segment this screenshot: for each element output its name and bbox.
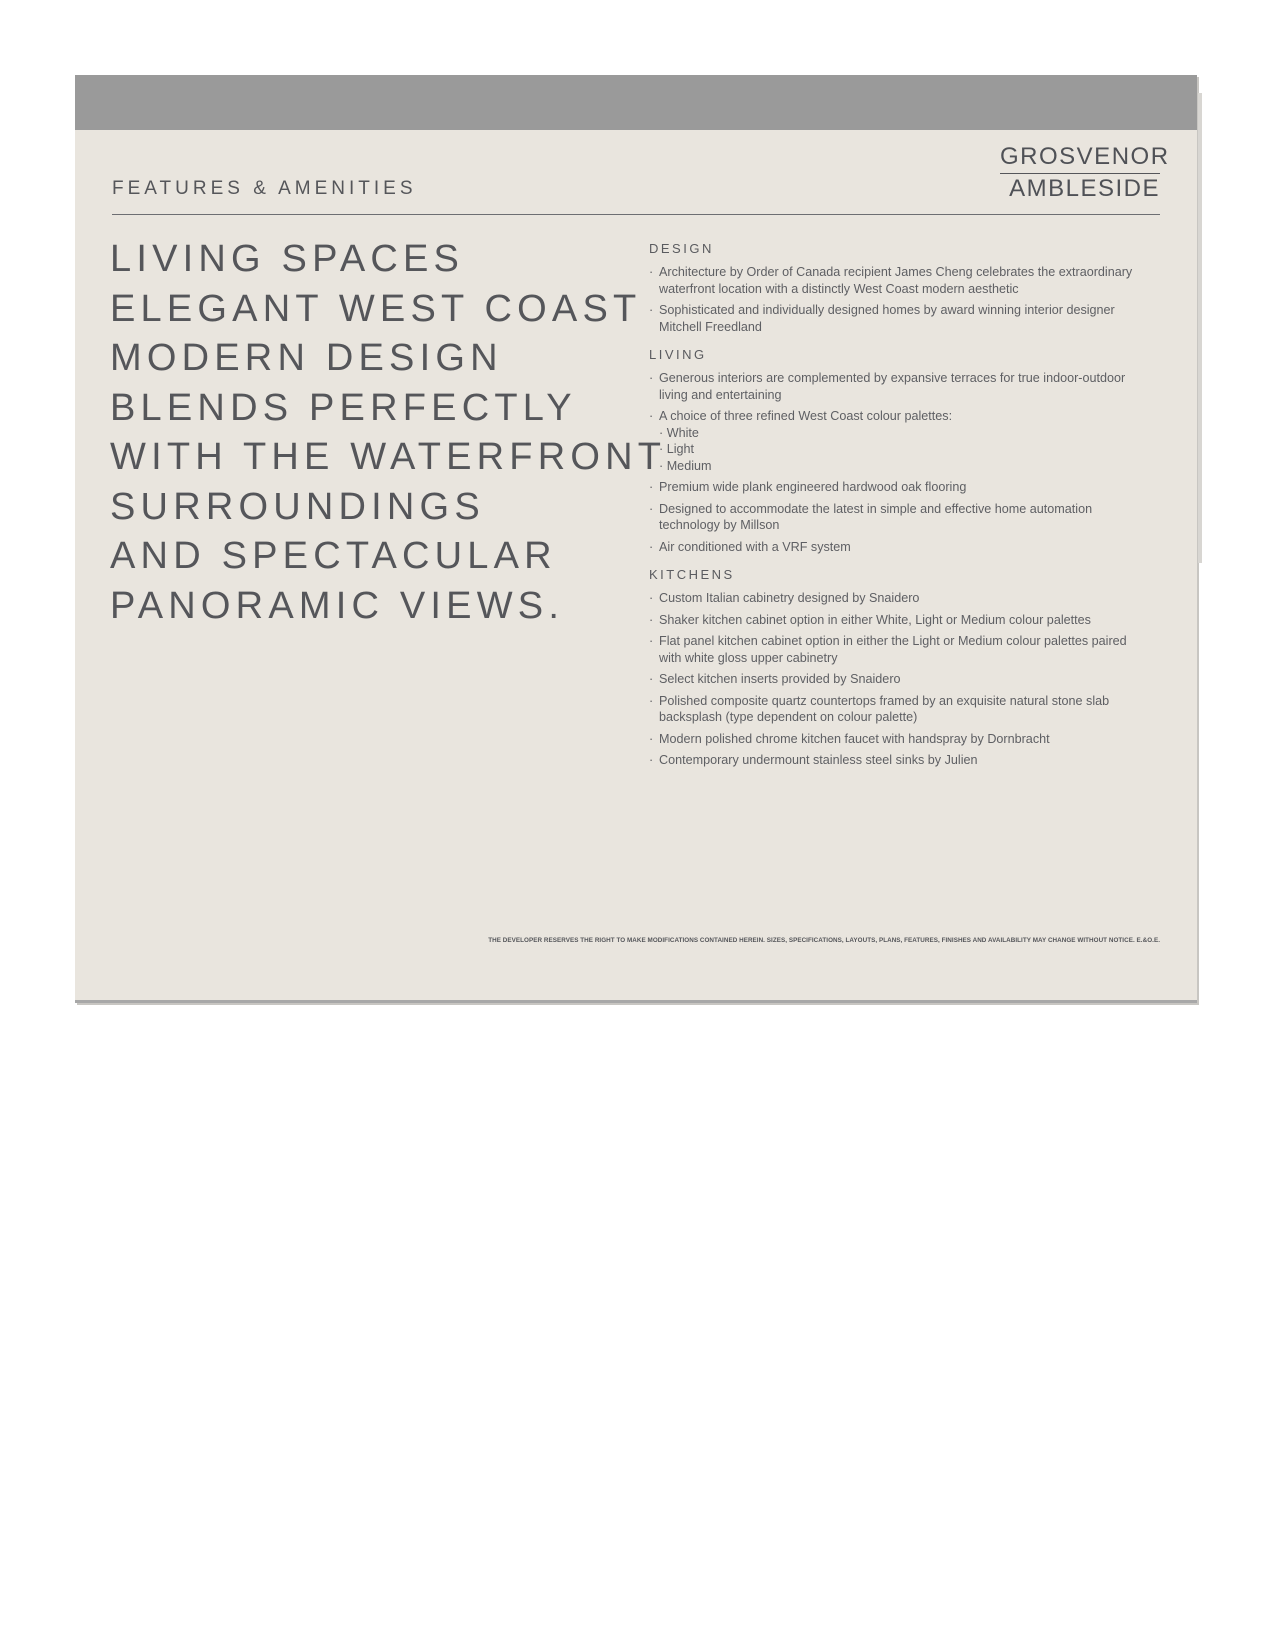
bullet-icon: · [649, 539, 654, 554]
bullet-icon: · [649, 409, 654, 423]
list-item-text: Premium wide plank engineered hardwood oak flooring [659, 480, 967, 494]
sub-item: · Medium [659, 458, 712, 473]
sub-item: · White [659, 425, 699, 440]
bullet-icon: · [649, 612, 654, 627]
list-item [649, 479, 1149, 496]
sub-item: · Light [659, 442, 695, 456]
list-item-text: Architecture by Order of Canada recipient James Cheng celebrates the extraordinary waterfront location with a distinctly West Coast modern aesthetic [659, 265, 1133, 296]
list-item [649, 408, 1149, 474]
list-item-text: Air conditioned with a VRF system [659, 539, 851, 554]
list-item [649, 633, 1149, 666]
list-item-text: Shaker kitchen cabinet option in either White, Light or Medium colour palettes [659, 612, 1091, 627]
list-item-text: Select kitchen inserts provided by Snaidero [659, 672, 901, 686]
category-title: LIVING [649, 347, 707, 362]
headline-line: MODERN DESIGN [110, 337, 503, 379]
list-item [649, 370, 1149, 403]
list-item [649, 671, 1149, 688]
scrollbar-edge [1198, 93, 1202, 563]
category-kitchens [649, 567, 1149, 769]
list-item-text: Polished composite quartz countertops framed by an exquisite natural stone slab backsplash (type dependent on colour palette) [659, 693, 1110, 724]
headline [110, 235, 667, 631]
list-item [649, 731, 1149, 748]
list-item-text: Custom Italian cabinetry designed by Snaidero [659, 591, 920, 605]
list-item [649, 752, 1149, 769]
bullet-icon: · [649, 501, 654, 516]
bullet-icon: · [649, 371, 654, 385]
bullet-icon: · [649, 672, 654, 686]
list-item-text: Flat panel kitchen cabinet option in either the Light or Medium colour palettes paired with white gloss upper cabinetry [659, 634, 1127, 665]
list-item [649, 693, 1149, 726]
document-page [75, 75, 1197, 1003]
category-title: KITCHENS [649, 567, 735, 582]
section-title: FEATURES & AMENITIES [112, 178, 417, 199]
bullet-icon: · [649, 265, 654, 279]
category-living [649, 347, 1149, 555]
bullet-icon: · [649, 303, 654, 317]
list-item-text: A choice of three refined West Coast colour palettes: [659, 409, 953, 423]
bullet-icon: · [649, 480, 654, 494]
headline-line: WITH THE WATERFRONT [110, 436, 667, 478]
logo-line-2: AMBLESIDE [1009, 175, 1160, 202]
list-item [649, 539, 1149, 556]
list-item-text: Sophisticated and individually designed homes by award winning interior designer Mitchell Freedland [659, 303, 1115, 334]
grosvenor-ambleside-logo [1000, 142, 1170, 204]
headline-line: ELEGANT WEST COAST [110, 287, 642, 330]
disclaimer: THE DEVELOPER RESERVES THE RIGHT TO MAKE MODIFICATIONS CONTAINED HEREIN. SIZES, SPECIFICATIONS, LAYOUTS, PLANS, FEATURES, FINISHES AND AVAILABILITY MAY CHANGE WITHOUT NOTICE. E.&O.E. [488, 937, 1160, 944]
list-item-text: Modern polished chrome kitchen faucet with handspray by Dornbracht [659, 731, 1050, 746]
headline-line: LIVING SPACES [110, 238, 465, 280]
header-divider [112, 214, 1160, 215]
category-title: DESIGN [649, 241, 714, 256]
list-item-text: Generous interiors are complemented by expansive terraces for true indoor-outdoor living and entertaining [659, 371, 1126, 402]
bullet-icon: · [649, 731, 654, 746]
list-item-text: Designed to accommodate the latest in simple and effective home automation technology by Millson [659, 501, 1093, 532]
list-item [649, 590, 1149, 607]
headline-line: BLENDS PERFECTLY [110, 386, 577, 429]
list-item [649, 302, 1149, 335]
headline-line: SURROUNDINGS [110, 485, 485, 528]
headline-line: PANORAMIC VIEWS. [110, 584, 565, 627]
headline-line: AND SPECTACULAR [110, 535, 557, 577]
logo-line-1: GROSVENOR [1000, 142, 1160, 174]
bullet-icon: · [649, 634, 654, 648]
bullet-icon: · [649, 591, 654, 605]
list-item [649, 501, 1149, 534]
list-item [649, 264, 1149, 297]
category-design [649, 241, 1149, 335]
list-item-text: Contemporary undermount stainless steel sinks by Julien [659, 753, 978, 767]
features-list [649, 241, 1149, 781]
bullet-icon: · [649, 693, 654, 708]
top-gray-bar [75, 75, 1197, 130]
list-item [649, 612, 1149, 629]
bullet-icon: · [649, 753, 654, 767]
